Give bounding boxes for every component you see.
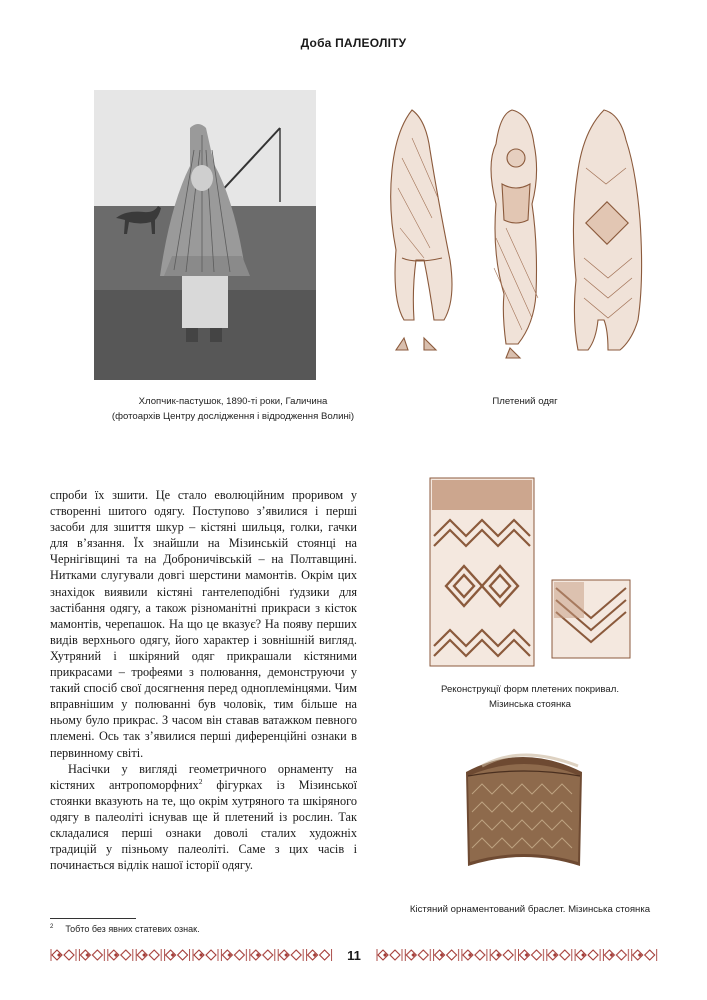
woven-covers-illustration (428, 476, 634, 672)
shepherd-boy-illustration (94, 90, 316, 380)
woven-clothing-caption: Плетений одяг (492, 396, 558, 407)
body-paragraph-1: спроби їх зшити. Це стало еволюційним проривом у створенні шитого одягу. Поступово з’явилися і перші засоби для зшиття шкур – кістяні шильця, голки, гачки для в’язання. Їх знайшли на Мізинській стоянці на Чернігівщині та на Доброничівській – на Полтавщині. Нитками слугували довгі шерстини мамонтів. Окрім цих знахідок виявили кістяні гантелеподібні ґудзики для застібання одягу, а також різноманітні прикраси з кісток мамонтів, черепашок. На що це вказує? На появу перших видів верхнього одягу, його характер і зовнішній вигляд. Хутряний і шкіряний одяг прикрашали кістяними прикрасами – трофеями з полювання, демонструючи у такий спосіб свої досягнення перед одноплемінцями. Чим вправнішим у полюванні був чоловік, тим більше на ньому було прикрас. З часом він ставав ватажком певного племені. Ось так з’явилися перші диференційні ознаки в первинному світі. (50, 488, 357, 760)
woven-covers-caption-line1: Реконструкції форм плетених покривал. (440, 684, 619, 695)
footnote-marker: 2 (50, 924, 54, 930)
paragraph-2-start: Насічки у вигляді геометричного орнаменту на кістяних антропоморфних (50, 761, 357, 792)
shepherd-caption-line2: (фотоархів Центру дослідження і відродження Волині) (111, 411, 355, 422)
woven-covers-caption (420, 682, 640, 712)
shepherd-photo-caption (94, 394, 372, 424)
page-number: 11 (347, 948, 361, 963)
body-text (50, 487, 357, 873)
shepherd-caption-line1: Хлопчик-пастушок, 1890-ті роки, Галичина (138, 396, 328, 407)
body-paragraph-2 (50, 761, 357, 874)
woven-clothing-illustration (372, 98, 664, 370)
footnote-reference: 2 (198, 776, 203, 786)
footnote-divider (50, 918, 136, 919)
footnote-text: Тобто без явних статевих ознак. (65, 924, 200, 934)
footnote (50, 924, 370, 934)
page-header: Доба ПАЛЕОЛІТУ (300, 36, 407, 50)
shepherd-boy-photo (94, 90, 316, 380)
woven-covers-caption-line2: Мізинська стоянка (488, 699, 572, 710)
bone-bracelet-illustration (458, 746, 588, 876)
bracelet-caption: Кістяний орнаментований браслет. Мізинська стоянка (409, 904, 651, 915)
footer-ornament-left (50, 948, 334, 962)
footer-ornament-right (376, 948, 659, 962)
paragraph-2-end: фігурках із Мізинської стоянки вказують на те, що окрім хутряного та шкіряного одягу в палеоліті існував ще й плетений із рослин. Так складалися перші ознаки доволі сталих художніх традицій у пізньому палеоліті. Саме з цих часів і починається відлік нашої історії одягу. (50, 777, 358, 873)
